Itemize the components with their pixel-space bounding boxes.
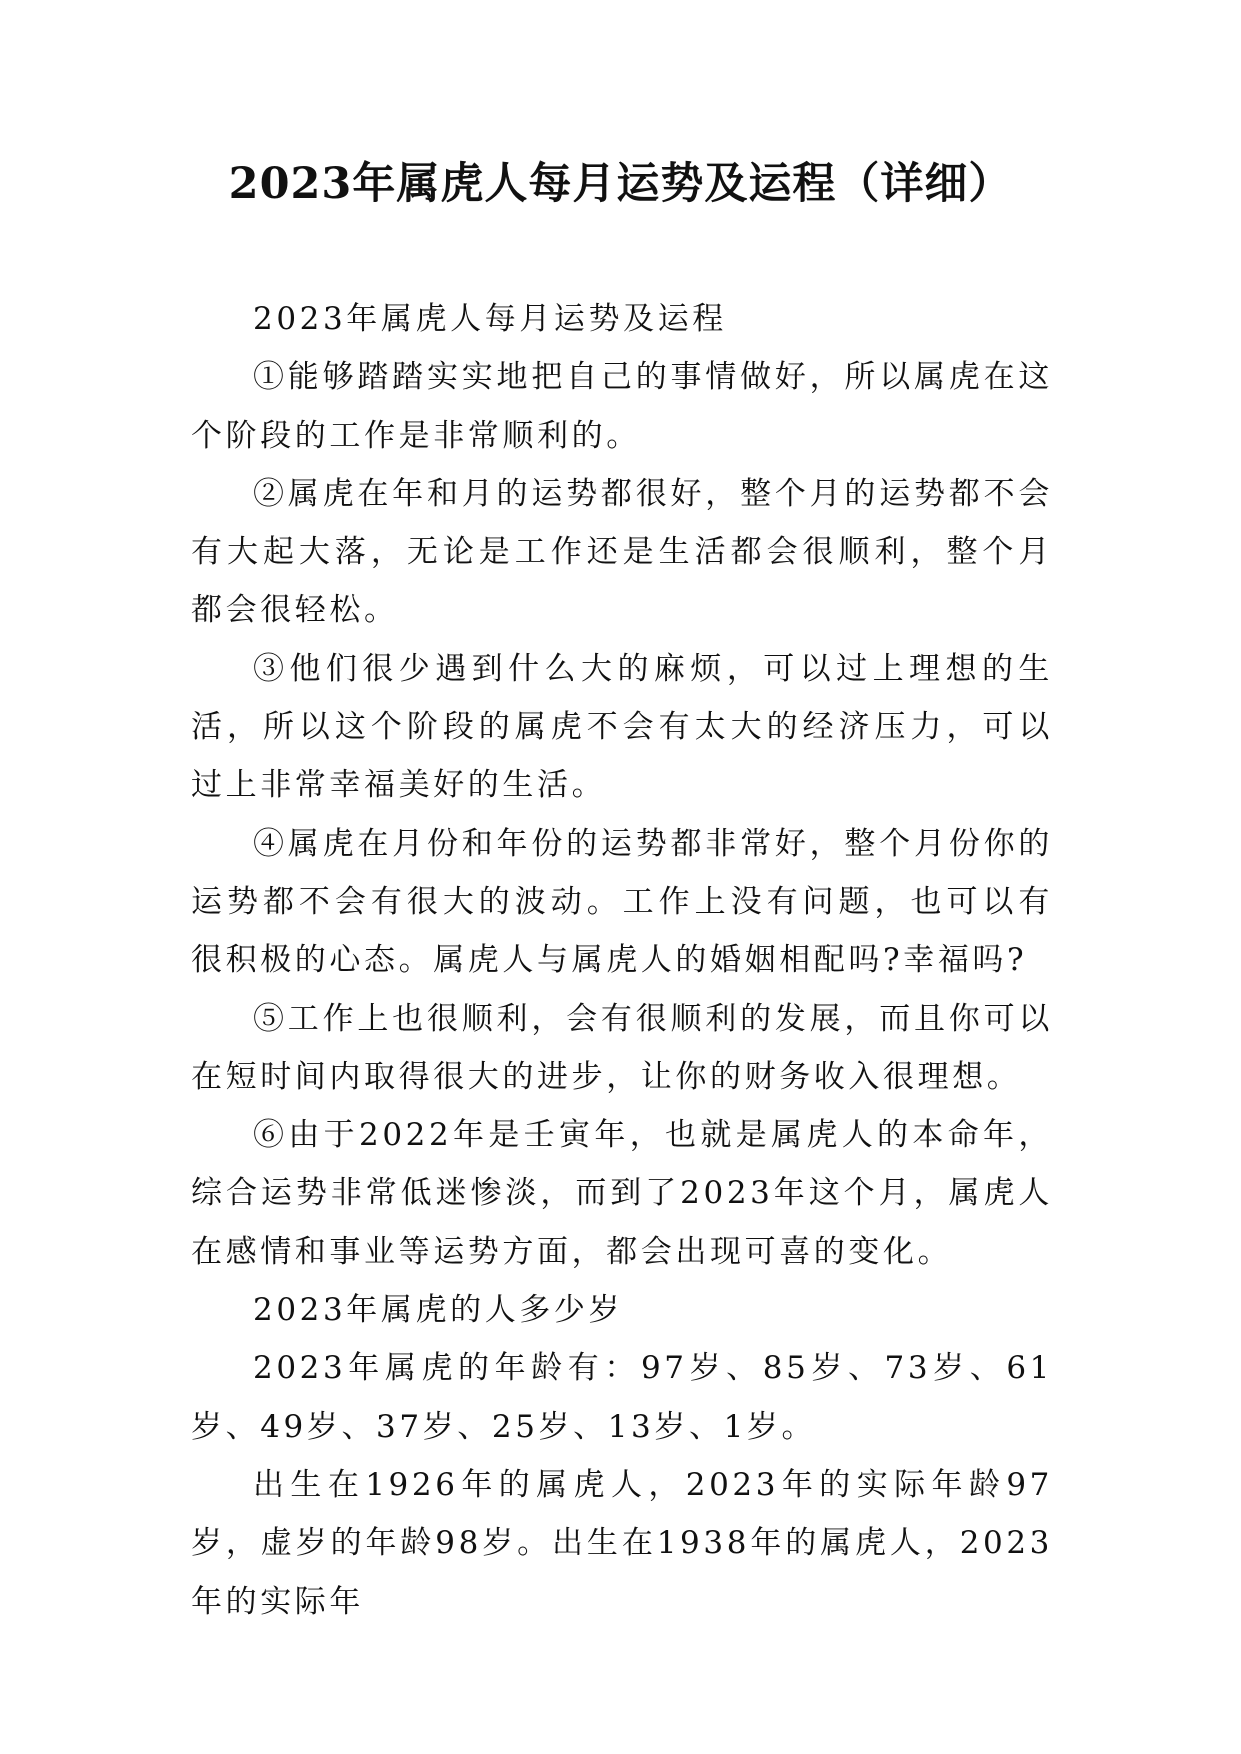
paragraph-item-3: ③他们很少遇到什么大的麻烦，可以过上理想的生活，所以这个阶段的属虎不会有太大的经济压力，可以过上非常幸福美好的生活。 xyxy=(191,650,1053,804)
paragraph-item-2: ②属虎在年和月的运势都很好，整个月的运势都不会有大起大落，无论是工作还是生活都会很顺利，整个月都会很轻松。 xyxy=(191,475,1053,629)
paragraph-section-heading-age: 2023年属虎的人多少岁 xyxy=(253,1292,624,1329)
paragraph-item-6: ⑥由于2022年是壬寅年，也就是属虎人的本命年，综合运势非常低迷惨淡，而到了2023年这个月，属虎人在感情和事业等运势方面，都会出现可喜的变化。 xyxy=(191,1117,1053,1270)
document-title: 2023年属虎人每月运势及运程（详细） xyxy=(228,159,1013,209)
document-body xyxy=(191,290,1053,1631)
paragraph-birth-year-details: 出生在1926年的属虎人，2023年的实际年龄97岁，虚岁的年龄98岁。出生在1938年的属虎人，2023年的实际年 xyxy=(191,1466,1053,1620)
paragraph-item-1: ①能够踏踏实实地把自己的事情做好，所以属虎在这个阶段的工作是非常顺利的。 xyxy=(191,359,1053,454)
paragraph-item-5: ⑤工作上也很顺利，会有很顺利的发展，而且你可以在短时间内取得很大的进步，让你的财务收入很理想。 xyxy=(191,1000,1053,1095)
paragraph-age-list: 2023年属虎的年龄有：97岁、85岁、73岁、61岁、49岁、37岁、25岁、13岁、1岁。 xyxy=(191,1350,1053,1445)
paragraph-item-4: ④属虎在月份和年份的运势都非常好，整个月份你的运势都不会有很大的波动。工作上没有问题，也可以有很积极的心态。属虎人与属虎人的婚姻相配吗?幸福吗? xyxy=(191,825,1053,979)
paragraph-section-heading-monthly: 2023年属虎人每月运势及运程 xyxy=(253,301,727,337)
